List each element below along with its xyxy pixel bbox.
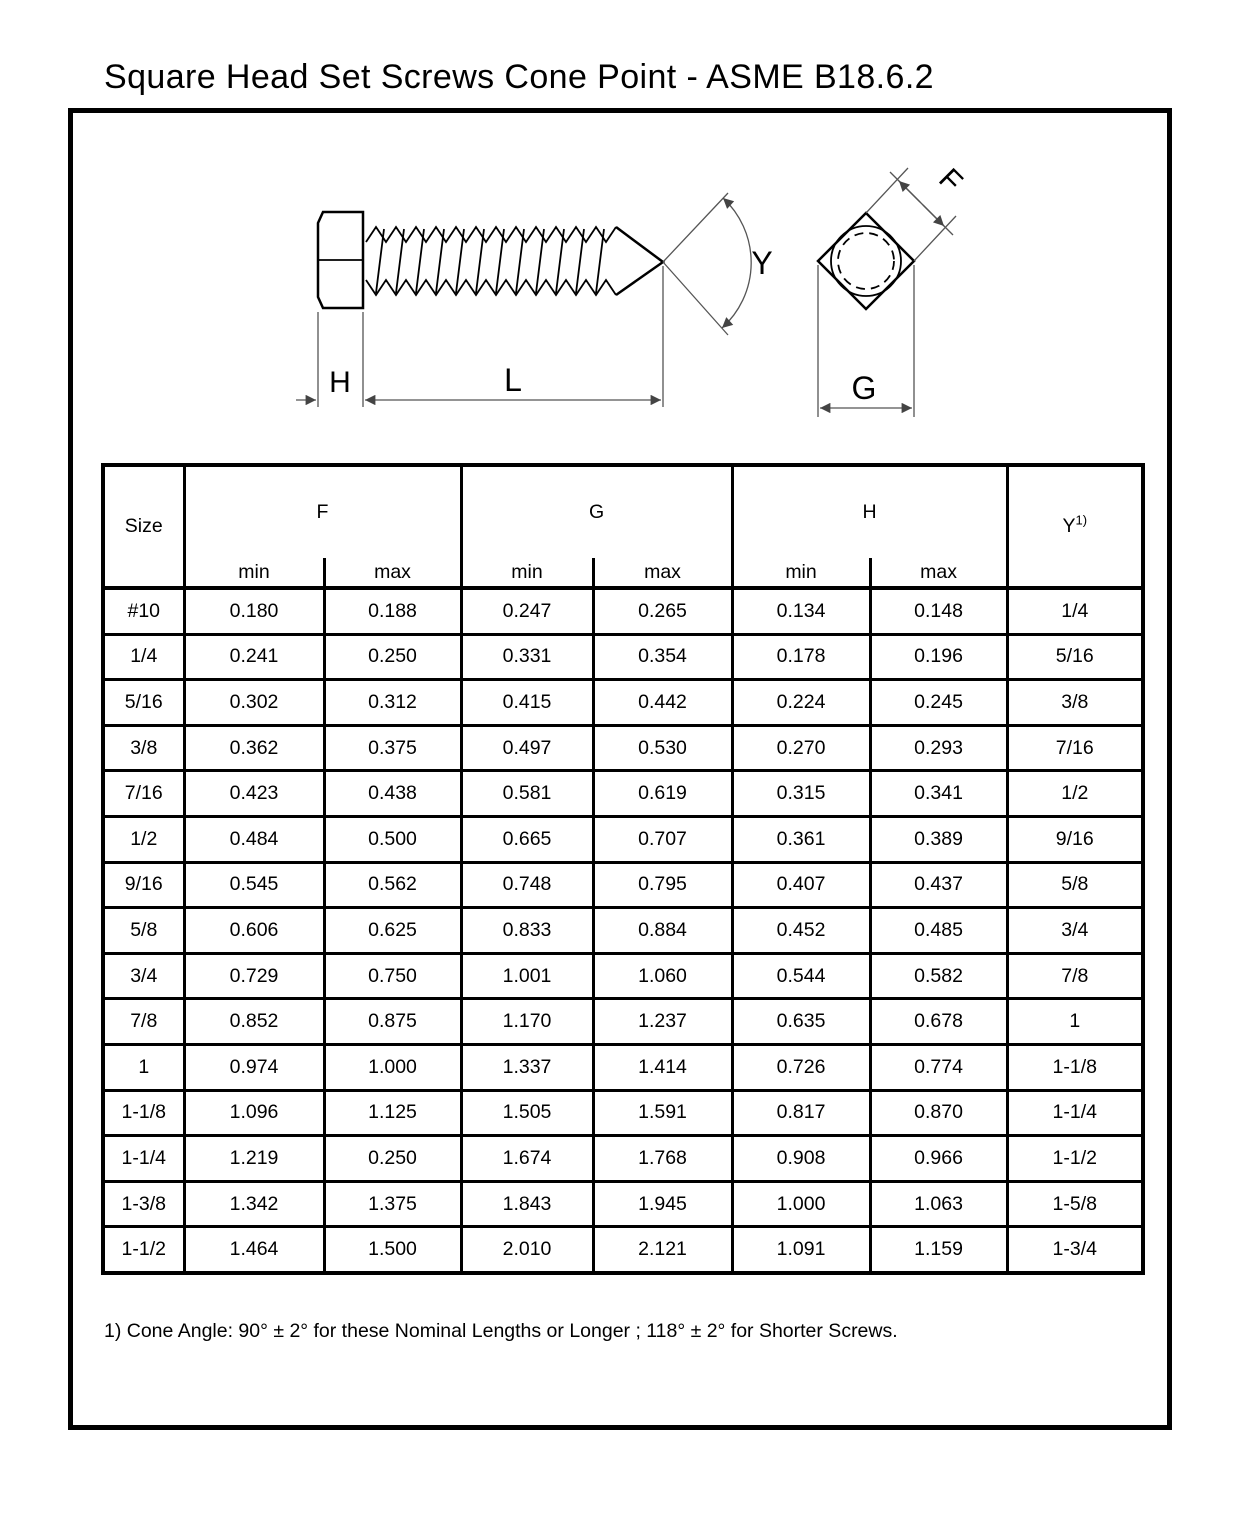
value-cell: 0.250	[324, 1136, 461, 1182]
value-cell: 1.159	[870, 1227, 1007, 1273]
value-cell: 9/16	[1007, 816, 1143, 862]
value-cell: 1.945	[593, 1181, 732, 1227]
value-cell: 3/4	[1007, 908, 1143, 954]
dim-label-flat-width: F	[932, 162, 969, 199]
size-cell: 5/8	[103, 908, 184, 954]
value-cell: 5/16	[1007, 634, 1143, 680]
size-cell: #10	[103, 588, 184, 634]
value-cell: 0.795	[593, 862, 732, 908]
value-cell: 0.625	[324, 908, 461, 954]
value-cell: 5/8	[1007, 862, 1143, 908]
value-cell: 0.265	[593, 588, 732, 634]
size-cell: 1-3/8	[103, 1181, 184, 1227]
value-cell: 0.619	[593, 771, 732, 817]
table-row	[103, 634, 1143, 680]
value-cell: 1.063	[870, 1181, 1007, 1227]
ext-line-F-right	[914, 216, 956, 261]
value-cell: 0.188	[324, 588, 461, 634]
value-cell: 7/16	[1007, 725, 1143, 771]
table-row	[103, 588, 1143, 634]
value-cell: 0.748	[461, 862, 593, 908]
header-group-row	[103, 465, 1143, 558]
value-cell: 1.464	[184, 1227, 324, 1273]
value-cell: 0.312	[324, 680, 461, 726]
value-cell: 0.331	[461, 634, 593, 680]
col-header-Y	[1007, 465, 1143, 588]
cone-angle-arc	[722, 198, 751, 328]
table-row	[103, 1044, 1143, 1090]
size-cell: 5/16	[103, 680, 184, 726]
value-cell: 1/4	[1007, 588, 1143, 634]
thread-bottom-profile	[366, 280, 616, 295]
value-cell: 1-1/4	[1007, 1090, 1143, 1136]
subheader-G-min: min	[461, 558, 593, 588]
value-cell: 0.452	[732, 908, 870, 954]
value-cell: 0.545	[184, 862, 324, 908]
value-cell: 0.315	[732, 771, 870, 817]
square-head-outline	[818, 213, 914, 309]
subheader-G-max: max	[593, 558, 732, 588]
value-cell: 0.415	[461, 680, 593, 726]
shank-circle	[831, 226, 901, 296]
value-cell: 0.870	[870, 1090, 1007, 1136]
value-cell: 0.581	[461, 771, 593, 817]
value-cell: 1-5/8	[1007, 1181, 1143, 1227]
cone-angle-footnote: 1) Cone Angle: 90° ± 2° for these Nominal Lengths or Longer ; 118° ± 2° for Shorter Screws.	[104, 1320, 898, 1342]
value-cell: 1.375	[324, 1181, 461, 1227]
col-header-size: Size	[103, 465, 184, 588]
size-cell: 1-1/2	[103, 1227, 184, 1273]
value-cell: 1.342	[184, 1181, 324, 1227]
value-cell: 0.302	[184, 680, 324, 726]
value-cell: 0.485	[870, 908, 1007, 954]
value-cell: 0.530	[593, 725, 732, 771]
value-cell: 0.293	[870, 725, 1007, 771]
table-row	[103, 725, 1143, 771]
value-cell: 0.966	[870, 1136, 1007, 1182]
value-cell: 0.817	[732, 1090, 870, 1136]
value-cell: 1.337	[461, 1044, 593, 1090]
size-cell: 7/8	[103, 999, 184, 1045]
ext-line-F-top	[866, 168, 908, 213]
value-cell: 1.843	[461, 1181, 593, 1227]
value-cell: 0.750	[324, 953, 461, 999]
size-cell: 1	[103, 1044, 184, 1090]
value-cell: 2.121	[593, 1227, 732, 1273]
value-cell: 0.241	[184, 634, 324, 680]
value-cell: 0.774	[870, 1044, 1007, 1090]
size-cell: 1-1/4	[103, 1136, 184, 1182]
value-cell: 0.134	[732, 588, 870, 634]
value-cell: 0.423	[184, 771, 324, 817]
size-cell: 1-1/8	[103, 1090, 184, 1136]
value-cell: 0.247	[461, 588, 593, 634]
value-cell: 0.500	[324, 816, 461, 862]
value-cell: 0.729	[184, 953, 324, 999]
table-row	[103, 680, 1143, 726]
dim-arrow-F-upper	[899, 181, 920, 202]
subheader-H-max: max	[870, 558, 1007, 588]
value-cell: 0.354	[593, 634, 732, 680]
value-cell: 0.726	[732, 1044, 870, 1090]
value-cell: 3/8	[1007, 680, 1143, 726]
thread-flanks	[376, 229, 604, 293]
table-row	[103, 1181, 1143, 1227]
table-row	[103, 1136, 1143, 1182]
value-cell: 0.852	[184, 999, 324, 1045]
value-cell: 1.170	[461, 999, 593, 1045]
value-cell: 0.180	[184, 588, 324, 634]
value-cell: 1.000	[324, 1044, 461, 1090]
value-cell: 2.010	[461, 1227, 593, 1273]
value-cell: 0.833	[461, 908, 593, 954]
value-cell: 0.250	[324, 634, 461, 680]
cone-angle-line-upper	[663, 193, 728, 262]
value-cell: 0.341	[870, 771, 1007, 817]
value-cell: 0.635	[732, 999, 870, 1045]
value-cell: 0.707	[593, 816, 732, 862]
value-cell: 0.178	[732, 634, 870, 680]
cone-point	[616, 227, 663, 295]
subheader-H-min: min	[732, 558, 870, 588]
value-cell: 0.245	[870, 680, 1007, 726]
value-cell: 7/8	[1007, 953, 1143, 999]
value-cell: 1.768	[593, 1136, 732, 1182]
value-cell: 1.591	[593, 1090, 732, 1136]
value-cell: 0.875	[324, 999, 461, 1045]
dim-label-cone-angle: Y	[751, 245, 773, 281]
subheader-F-max: max	[324, 558, 461, 588]
value-cell: 1.237	[593, 999, 732, 1045]
table-row	[103, 1227, 1143, 1273]
value-cell: 1-3/4	[1007, 1227, 1143, 1273]
value-cell: 1	[1007, 999, 1143, 1045]
size-cell: 9/16	[103, 862, 184, 908]
value-cell: 1.000	[732, 1181, 870, 1227]
table-row	[103, 1090, 1143, 1136]
subheader-F-min: min	[184, 558, 324, 588]
col-group-G: G	[461, 465, 732, 558]
size-cell: 3/8	[103, 725, 184, 771]
header-subrow	[103, 558, 1143, 588]
screw-technical-drawing	[280, 145, 1000, 445]
screw-side-view	[296, 193, 773, 407]
size-cell: 7/16	[103, 771, 184, 817]
value-cell: 1.219	[184, 1136, 324, 1182]
col-group-H: H	[732, 465, 1007, 558]
value-cell: 1.505	[461, 1090, 593, 1136]
value-cell: 0.270	[732, 725, 870, 771]
table-row	[103, 908, 1143, 954]
screw-end-view	[818, 162, 969, 417]
value-cell: 0.362	[184, 725, 324, 771]
value-cell: 1.096	[184, 1090, 324, 1136]
value-cell: 0.974	[184, 1044, 324, 1090]
y-footnote-marker: 1)	[1075, 512, 1088, 528]
dimension-spec-table	[101, 463, 1145, 1275]
value-cell: 1-1/2	[1007, 1136, 1143, 1182]
value-cell: 1.091	[732, 1227, 870, 1273]
dim-arrow-F-lower	[923, 205, 944, 226]
value-cell: 0.884	[593, 908, 732, 954]
value-cell: 1.060	[593, 953, 732, 999]
value-cell: 0.437	[870, 862, 1007, 908]
table-row	[103, 999, 1143, 1045]
page-title: Square Head Set Screws Cone Point - ASME B18.6.2	[104, 58, 934, 96]
value-cell: 0.375	[324, 725, 461, 771]
value-cell: 0.442	[593, 680, 732, 726]
value-cell: 1.001	[461, 953, 593, 999]
value-cell: 0.361	[732, 816, 870, 862]
value-cell: 0.224	[732, 680, 870, 726]
value-cell: 0.389	[870, 816, 1007, 862]
size-cell: 1/4	[103, 634, 184, 680]
value-cell: 1.500	[324, 1227, 461, 1273]
value-cell: 1.125	[324, 1090, 461, 1136]
value-cell: 1.414	[593, 1044, 732, 1090]
value-cell: 0.196	[870, 634, 1007, 680]
size-cell: 1/2	[103, 816, 184, 862]
table-row	[103, 862, 1143, 908]
table-row	[103, 953, 1143, 999]
dim-label-length: L	[504, 362, 522, 398]
value-cell: 0.544	[732, 953, 870, 999]
value-cell: 1/2	[1007, 771, 1143, 817]
value-cell: 0.678	[870, 999, 1007, 1045]
value-cell: 0.438	[324, 771, 461, 817]
value-cell: 0.484	[184, 816, 324, 862]
value-cell: 0.497	[461, 725, 593, 771]
value-cell: 0.908	[732, 1136, 870, 1182]
value-cell: 0.148	[870, 588, 1007, 634]
table-row	[103, 816, 1143, 862]
value-cell: 0.407	[732, 862, 870, 908]
value-cell: 0.665	[461, 816, 593, 862]
cone-angle-line-lower	[663, 262, 728, 335]
spec-table-body	[103, 588, 1143, 1273]
dim-label-across-corners: G	[851, 370, 877, 406]
table-row	[103, 771, 1143, 817]
value-cell: 1.674	[461, 1136, 593, 1182]
value-cell: 1-1/8	[1007, 1044, 1143, 1090]
size-cell: 3/4	[103, 953, 184, 999]
y-symbol: Y	[1062, 515, 1076, 537]
value-cell: 0.562	[324, 862, 461, 908]
value-cell: 0.606	[184, 908, 324, 954]
thread-root-circle-dashed	[838, 233, 894, 289]
col-group-F: F	[184, 465, 461, 558]
dim-label-head-height: H	[329, 366, 351, 399]
value-cell: 0.582	[870, 953, 1007, 999]
